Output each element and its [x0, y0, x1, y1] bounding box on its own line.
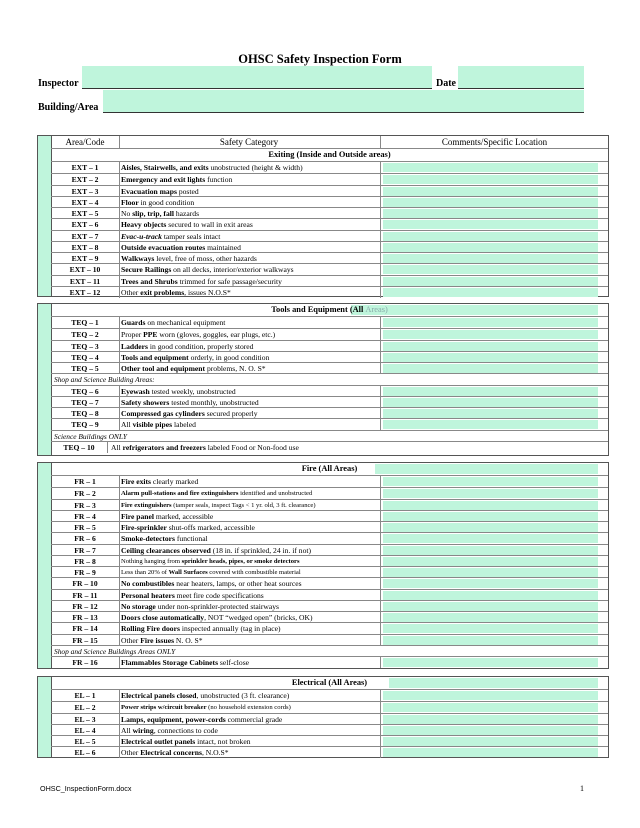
- table-row: [51, 441, 608, 453]
- table-row: [51, 196, 608, 208]
- row-description: Smoke-detectors functional: [121, 534, 208, 544]
- row-description: All refrigerators and freezers labeled Food or Non-food use: [111, 442, 299, 452]
- exiting-section: [37, 135, 609, 297]
- comment-input[interactable]: [383, 591, 598, 600]
- row-description: No combustibles near heaters, lamps, or other heat sources: [121, 579, 302, 589]
- comment-cell[interactable]: [380, 690, 608, 701]
- comment-cell[interactable]: [380, 317, 608, 328]
- row-code: EXT – 3: [51, 186, 120, 197]
- col-area-code: Area/Code: [51, 136, 120, 148]
- comment-input[interactable]: [383, 209, 598, 218]
- row-code: TEQ – 8: [51, 408, 120, 419]
- comment-input[interactable]: [383, 243, 598, 252]
- row-description: Secure Railings on all decks, interior/exterior walkways: [121, 265, 294, 275]
- table-row: [51, 241, 608, 253]
- table-row: [51, 724, 608, 736]
- row-description: Trees and Shrubs trimmed for safe passage/security: [121, 276, 282, 286]
- comment-input[interactable]: [383, 254, 598, 263]
- table-row: [51, 566, 608, 578]
- table-row: [51, 418, 608, 430]
- row-code: EXT – 9: [51, 253, 120, 264]
- electrical-section: [37, 676, 609, 758]
- table-row: [51, 656, 608, 668]
- table-row: [51, 589, 608, 601]
- table-row: [51, 476, 608, 487]
- row-description: Other exit problems, issues N.O.S*: [121, 287, 231, 297]
- section-note: Shop and Science Building Areas:: [51, 373, 608, 385]
- page-number: 1: [580, 784, 584, 793]
- form-title: OHSC Safety Inspection Form: [238, 52, 402, 66]
- table-row: [51, 362, 608, 374]
- col-safety-category: Safety Category: [219, 137, 279, 147]
- row-code: EXT – 4: [51, 197, 120, 208]
- table-row: [51, 263, 608, 275]
- row-description: Evac-u-track tamper seals intact: [121, 231, 221, 241]
- row-description: Rolling Fire doors inspected annually (tag in place): [121, 624, 281, 634]
- comment-input[interactable]: [383, 546, 598, 555]
- row-code: FR – 10: [51, 578, 120, 589]
- table-row: [51, 577, 608, 589]
- comment-input[interactable]: [383, 364, 598, 373]
- table-row: [51, 230, 608, 242]
- comment-input[interactable]: [383, 387, 598, 396]
- table-row: [51, 690, 608, 701]
- title-highlight: [351, 305, 598, 315]
- comment-input[interactable]: [383, 318, 598, 327]
- comment-input[interactable]: [383, 737, 598, 746]
- table-row: [51, 600, 608, 612]
- comment-input[interactable]: [383, 198, 598, 207]
- table-row: [51, 611, 608, 623]
- comment-input[interactable]: [383, 288, 598, 297]
- table-row: [51, 351, 608, 363]
- row-description: Fire panel marked, accessible: [121, 511, 214, 521]
- comment-input[interactable]: [383, 489, 598, 498]
- section-note: Science Buildings ONLY: [51, 430, 608, 442]
- date-field[interactable]: [458, 66, 584, 89]
- date-label: Date: [436, 78, 456, 89]
- table-row: [51, 622, 608, 634]
- row-description: Flammables Storage Cabinets self-close: [121, 658, 250, 667]
- footer-filename: OHSC_InspectionForm.docx: [40, 784, 132, 793]
- row-code: TEQ – 10: [51, 442, 108, 453]
- comment-cell[interactable]: [380, 657, 608, 668]
- row-description: Personal heaters meet fire code specifications: [121, 590, 264, 600]
- row-code: FR – 7: [51, 545, 120, 556]
- row-code: EXT – 2: [51, 174, 120, 185]
- comment-input[interactable]: [383, 636, 598, 645]
- table-row: [51, 173, 608, 185]
- comment-input[interactable]: [383, 342, 598, 351]
- comment-input[interactable]: [383, 703, 598, 712]
- table-row: [51, 746, 608, 758]
- section-gutter: [38, 304, 52, 455]
- row-description: No slip, trip, fall hazards: [121, 209, 200, 218]
- comment-input[interactable]: [383, 557, 598, 566]
- fire-title: Fire (All Areas): [51, 463, 608, 476]
- row-code: FR – 6: [51, 533, 120, 544]
- row-code: TEQ – 1: [51, 317, 120, 328]
- comment-input[interactable]: [383, 277, 598, 286]
- row-code: FR – 14: [51, 623, 120, 634]
- row-description: Eyewash tested weekly, unobstructed: [121, 386, 236, 396]
- comment-input[interactable]: [383, 220, 598, 229]
- row-code: TEQ – 7: [51, 397, 120, 408]
- comment-input[interactable]: [383, 579, 598, 588]
- row-code: EL – 1: [51, 690, 120, 701]
- table-row: [51, 701, 608, 713]
- row-description: All wiring, connections to code: [121, 725, 218, 735]
- comment-input[interactable]: [383, 420, 598, 429]
- comment-input[interactable]: [383, 613, 598, 622]
- row-description: Proper PPE worn (gloves, goggles, ear plugs, etc.): [121, 330, 276, 340]
- row-code: FR – 11: [51, 590, 120, 601]
- row-code: EL – 3: [51, 714, 120, 725]
- fire-section: [37, 462, 609, 669]
- row-description: Tools and equipment orderly, in good condition: [121, 352, 270, 362]
- table-row: [51, 286, 608, 298]
- table-row: [51, 544, 608, 556]
- row-description: Fire extinguishers (tamper seals, inspect Tags < 1 yr. old, 3 ft. clearance): [121, 501, 316, 509]
- row-description: Safety showers tested monthly, unobstructed: [121, 397, 259, 407]
- table-row: [51, 634, 608, 646]
- row-description: Guards on mechanical equipment: [121, 318, 226, 327]
- comment-input[interactable]: [383, 409, 598, 418]
- comment-input[interactable]: [383, 330, 598, 339]
- comment-input[interactable]: [383, 658, 598, 667]
- row-description: Fire exits clearly marked: [121, 477, 199, 486]
- inspector-field[interactable]: [82, 66, 432, 89]
- row-code: EXT – 11: [51, 276, 120, 287]
- row-description: Outside evacuation routes maintained: [121, 242, 241, 252]
- electrical-title: Electrical (All Areas): [51, 677, 608, 690]
- table-row: [51, 328, 608, 340]
- row-code: EL – 2: [51, 702, 120, 713]
- comment-input[interactable]: [383, 568, 598, 577]
- comment-input[interactable]: [383, 523, 598, 532]
- table-row: [51, 185, 608, 197]
- row-code: TEQ – 5: [51, 363, 120, 374]
- table-row: [51, 487, 608, 499]
- row-code: EXT – 8: [51, 242, 120, 253]
- table-row: [51, 317, 608, 328]
- comment-input[interactable]: [383, 501, 598, 510]
- row-description: All visible pipes labeled: [121, 420, 196, 430]
- comment-input[interactable]: [383, 232, 598, 241]
- comment-input[interactable]: [383, 175, 598, 184]
- row-code: FR – 13: [51, 612, 120, 623]
- tools-title: Tools and Equipment (All Areas): [51, 304, 608, 317]
- row-description: Other Fire issues N. O. S*: [121, 635, 203, 645]
- section-note: Shop and Science Buildings Areas ONLY: [51, 645, 608, 657]
- comment-input[interactable]: [383, 187, 598, 196]
- comment-input[interactable]: [383, 602, 598, 611]
- row-description: Alarm pull-stations and fire extinguishers identified and unobstructed: [121, 490, 313, 498]
- building-label: Building/Area: [38, 102, 99, 113]
- row-description: Electrical outlet panels intact, not broken: [121, 737, 251, 746]
- comment-input[interactable]: [383, 624, 598, 633]
- row-code: TEQ – 3: [51, 341, 120, 352]
- comment-input[interactable]: [383, 748, 598, 757]
- comment-input[interactable]: [383, 715, 598, 724]
- row-description: Floor in good condition: [121, 197, 195, 207]
- comment-cell[interactable]: [380, 747, 608, 758]
- comment-input[interactable]: [383, 691, 598, 700]
- row-code: FR – 5: [51, 522, 120, 533]
- row-code: TEQ – 4: [51, 352, 120, 363]
- comment-cell[interactable]: [380, 162, 608, 173]
- row-code: EXT – 12: [51, 287, 120, 298]
- row-description: Power strips w/circuit breaker (no household extension cords): [121, 704, 291, 712]
- row-description: Lamps, equipment, power-cords commercial grade: [121, 714, 283, 724]
- table-row: [51, 510, 608, 522]
- row-code: EL – 4: [51, 725, 120, 736]
- row-code: EXT – 5: [51, 208, 120, 219]
- row-description: Emergency and exit lights function: [121, 175, 233, 185]
- row-code: EXT – 1: [51, 162, 120, 173]
- row-code: FR – 3: [51, 500, 120, 511]
- table-row: [51, 735, 608, 747]
- table-row: [51, 521, 608, 533]
- table-row: [51, 407, 608, 419]
- row-description: Other tool and equipment problems, N. O. S*: [121, 364, 266, 373]
- comment-input[interactable]: [383, 534, 598, 543]
- row-code: EL – 6: [51, 747, 120, 758]
- row-description: Less than 20% of Wall Surfaces covered with combustible material: [121, 569, 301, 576]
- row-code: EXT – 6: [51, 219, 120, 230]
- row-description: Evacuation maps posted: [121, 186, 199, 196]
- table-row: [51, 162, 608, 173]
- row-code: FR – 16: [51, 657, 120, 668]
- table-row: [51, 532, 608, 544]
- comment-input[interactable]: [383, 398, 598, 407]
- title-highlight: [389, 678, 598, 688]
- row-code: TEQ – 9: [51, 419, 120, 430]
- table-row: [51, 713, 608, 725]
- table-row: [51, 252, 608, 264]
- row-description: Doors close automatically, NOT “wedged open” (bricks, OK): [121, 613, 313, 622]
- comment-input[interactable]: [383, 265, 598, 274]
- col-comments: Comments/Specific Location: [380, 136, 608, 148]
- row-description: No storage under non-sprinkler-protected stairways: [121, 601, 280, 611]
- table-row: [51, 385, 608, 397]
- row-code: FR – 8: [51, 556, 120, 567]
- row-description: Fire-sprinkler shut-offs marked, accessible: [121, 523, 255, 532]
- row-code: FR – 4: [51, 511, 120, 522]
- table-row: [51, 340, 608, 352]
- row-description: Aisles, Stairwells, and exits unobstructed (height & width): [121, 163, 303, 172]
- table-row: [51, 396, 608, 408]
- row-description: Other Electrical concerns, N.O.S*: [121, 748, 229, 758]
- table-row: [51, 275, 608, 287]
- table-row: [51, 218, 608, 230]
- building-area-field[interactable]: [103, 90, 584, 113]
- row-description: Nothing hanging from sprinkler heads, pipes, or smoke detectors: [121, 557, 300, 565]
- row-code: TEQ – 2: [51, 329, 120, 340]
- table-row: [51, 207, 608, 219]
- table-row: [51, 555, 608, 567]
- row-description: Ceiling clearances observed (18 in. if sprinkled, 24 in. if not): [121, 545, 312, 555]
- title-highlight: [375, 464, 598, 474]
- section-gutter: [38, 677, 52, 757]
- row-code: EXT – 10: [51, 264, 120, 275]
- inspector-label: Inspector: [38, 78, 79, 89]
- comment-input[interactable]: [383, 477, 598, 486]
- row-description: Compressed gas cylinders secured properly: [121, 409, 258, 418]
- comment-input[interactable]: [383, 163, 598, 172]
- section-gutter: [38, 136, 52, 296]
- row-code: FR – 9: [51, 567, 120, 578]
- row-code: EXT – 7: [51, 231, 120, 242]
- tools-section: [37, 303, 609, 456]
- row-description: Walkways level, free of moss, other hazards: [121, 254, 257, 263]
- comment-cell[interactable]: [380, 287, 608, 298]
- row-description: Heavy objects secured to wall in exit areas: [121, 220, 253, 230]
- exiting-title: Exiting (Inside and Outside areas): [51, 149, 608, 162]
- comment-input[interactable]: [383, 726, 598, 735]
- comment-cell[interactable]: [380, 476, 608, 487]
- column-header-row: [51, 136, 608, 149]
- row-code: FR – 2: [51, 488, 120, 499]
- row-code: FR – 15: [51, 635, 120, 646]
- section-gutter: [38, 463, 52, 668]
- row-code: TEQ – 6: [51, 386, 120, 397]
- table-row: [51, 499, 608, 511]
- comment-input[interactable]: [383, 512, 598, 521]
- row-code: FR – 1: [51, 476, 120, 487]
- row-description: Electrical panels closed, unobstructed (3 ft. clearance): [121, 691, 290, 700]
- row-code: EL – 5: [51, 736, 120, 747]
- row-code: FR – 12: [51, 601, 120, 612]
- comment-input[interactable]: [383, 353, 598, 362]
- row-description: Ladders in good condition, properly stored: [121, 341, 254, 351]
